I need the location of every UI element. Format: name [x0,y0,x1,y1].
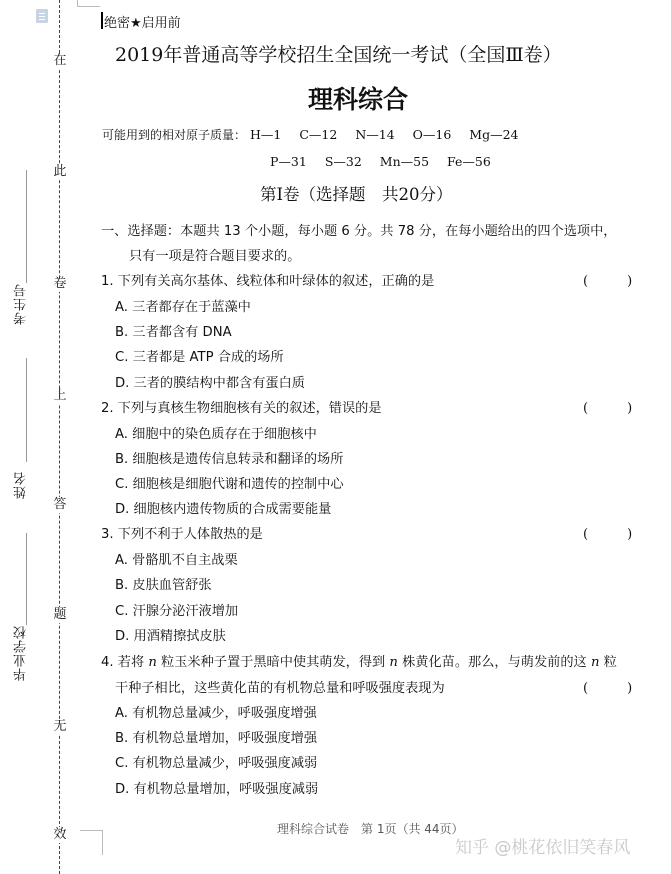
field-label-school: 毕业学校 [14,625,29,681]
question-stem: 1. 下列有关高尔基体、线粒体和叶绿体的叙述，正确的是 [101,274,435,289]
question-option: A. 有机物总量减少，呼吸强度增强 [115,706,317,721]
atomic-mass: Mn—55 [379,154,430,169]
variable-n: n [590,655,600,670]
answer-blank: ( ) [583,401,633,416]
field-line [26,358,27,462]
atomic-masses-row-1 [102,126,533,143]
question-option: C. 有机物总量减少，呼吸强度减弱 [115,756,318,771]
seal-char: 无 [53,719,67,734]
page-footer: 理科综合试卷 第 1页（共 44页） [277,822,464,836]
question-option: D. 三者的膜结构中都含有蛋白质 [115,376,305,391]
question-stem: 2. 下列与真核生物细胞核有关的叙述，错误的是 [101,401,382,416]
atomic-masses-label: 可能用到的相对原子质量： [102,128,247,142]
atomic-mass: P—31 [270,154,307,169]
text-cursor [101,12,103,29]
seal-char: 题 [53,607,67,622]
stem-text: 粒玉米种子置于黑暗中使其萌发，得到 [156,655,390,670]
question-option: B. 皮肤血管舒张 [115,578,212,593]
stem-text: 4. 若将 [101,655,149,670]
answer-blank: ( ) [583,274,633,289]
atomic-mass: Mg—24 [469,127,519,142]
seal-char: 答 [53,497,67,512]
exam-title: 2019年普通高等学校招生全国统一考试（全国Ⅲ卷） [115,44,562,66]
question-stem-continued: 干种子相比，这些黄化苗的有机物总量和呼吸强度表现为 [115,681,445,696]
atomic-mass: Fe—56 [447,154,491,169]
watermark: 知乎 @桃花依旧笑春风 [455,838,631,858]
question-option: B. 有机物总量增加，呼吸强度增强 [115,731,318,746]
stem-text: 株黄化苗。那么，与萌发前的这 [397,655,591,670]
section-title: 第Ⅰ卷（选择题 共20分） [260,185,453,204]
page-corner-mark-top [77,0,100,7]
field-label-exam-number: 考生号 [14,283,29,325]
question-option: B. 三者都含有 DNA [115,325,232,340]
atomic-mass: N—14 [355,127,395,142]
question-stem [101,651,617,670]
question-option: C. 三者都是 ATP 合成的场所 [115,350,284,365]
question-option: D. 用酒精擦拭皮肤 [115,629,226,644]
question-option: A. 细胞中的染色质存在于细胞核中 [115,427,317,442]
question-option: D. 有机物总量增加，呼吸强度减弱 [115,782,319,797]
seal-char: 卷 [53,276,67,291]
subject-title: 理科综合 [308,85,409,114]
answer-blank: ( ) [583,527,633,542]
binding-dashed-line [59,0,60,874]
question-option: A. 三者都存在于蓝藻中 [115,300,251,315]
question-option: C. 汗腺分泌汗液增加 [115,604,239,619]
atomic-mass: H—1 [250,127,282,142]
question-stem: 3. 下列不利于人体散热的是 [101,527,263,542]
question-option: D. 细胞核内遗传物质的合成需要能量 [115,502,332,517]
seal-char: 效 [53,827,67,842]
seal-char: 上 [53,388,67,403]
field-line [26,533,27,626]
document-icon [36,9,48,23]
section-instruction: 一、选择题：本题共 13 个小题，每小题 6 分。共 78 分，在每小题给出的四个选项中， [101,224,617,239]
answer-blank: ( ) [583,681,633,696]
stem-text: 粒 [599,655,617,670]
page-corner-mark-bottom [80,830,103,855]
atomic-mass: S—32 [324,154,362,169]
secret-label: 绝密★启用前 [104,16,181,31]
seal-char: 在 [53,53,67,68]
seal-char: 此 [53,164,67,179]
variable-n: n [389,655,398,670]
question-option: A. 骨骼肌不自主战栗 [115,553,238,568]
atomic-mass: O—16 [412,127,452,142]
field-line [26,170,27,285]
variable-n: n [148,655,157,670]
question-option: C. 细胞核是细胞代谢和遗传的控制中心 [115,477,344,492]
question-option: B. 细胞核是遗传信息转录和翻译的场所 [115,452,344,467]
field-label-name: 姓名 [14,471,29,499]
atomic-mass: C—12 [299,127,338,142]
atomic-masses-row-2 [270,154,505,169]
section-instruction: 只有一项是符合题目要求的。 [129,249,301,264]
